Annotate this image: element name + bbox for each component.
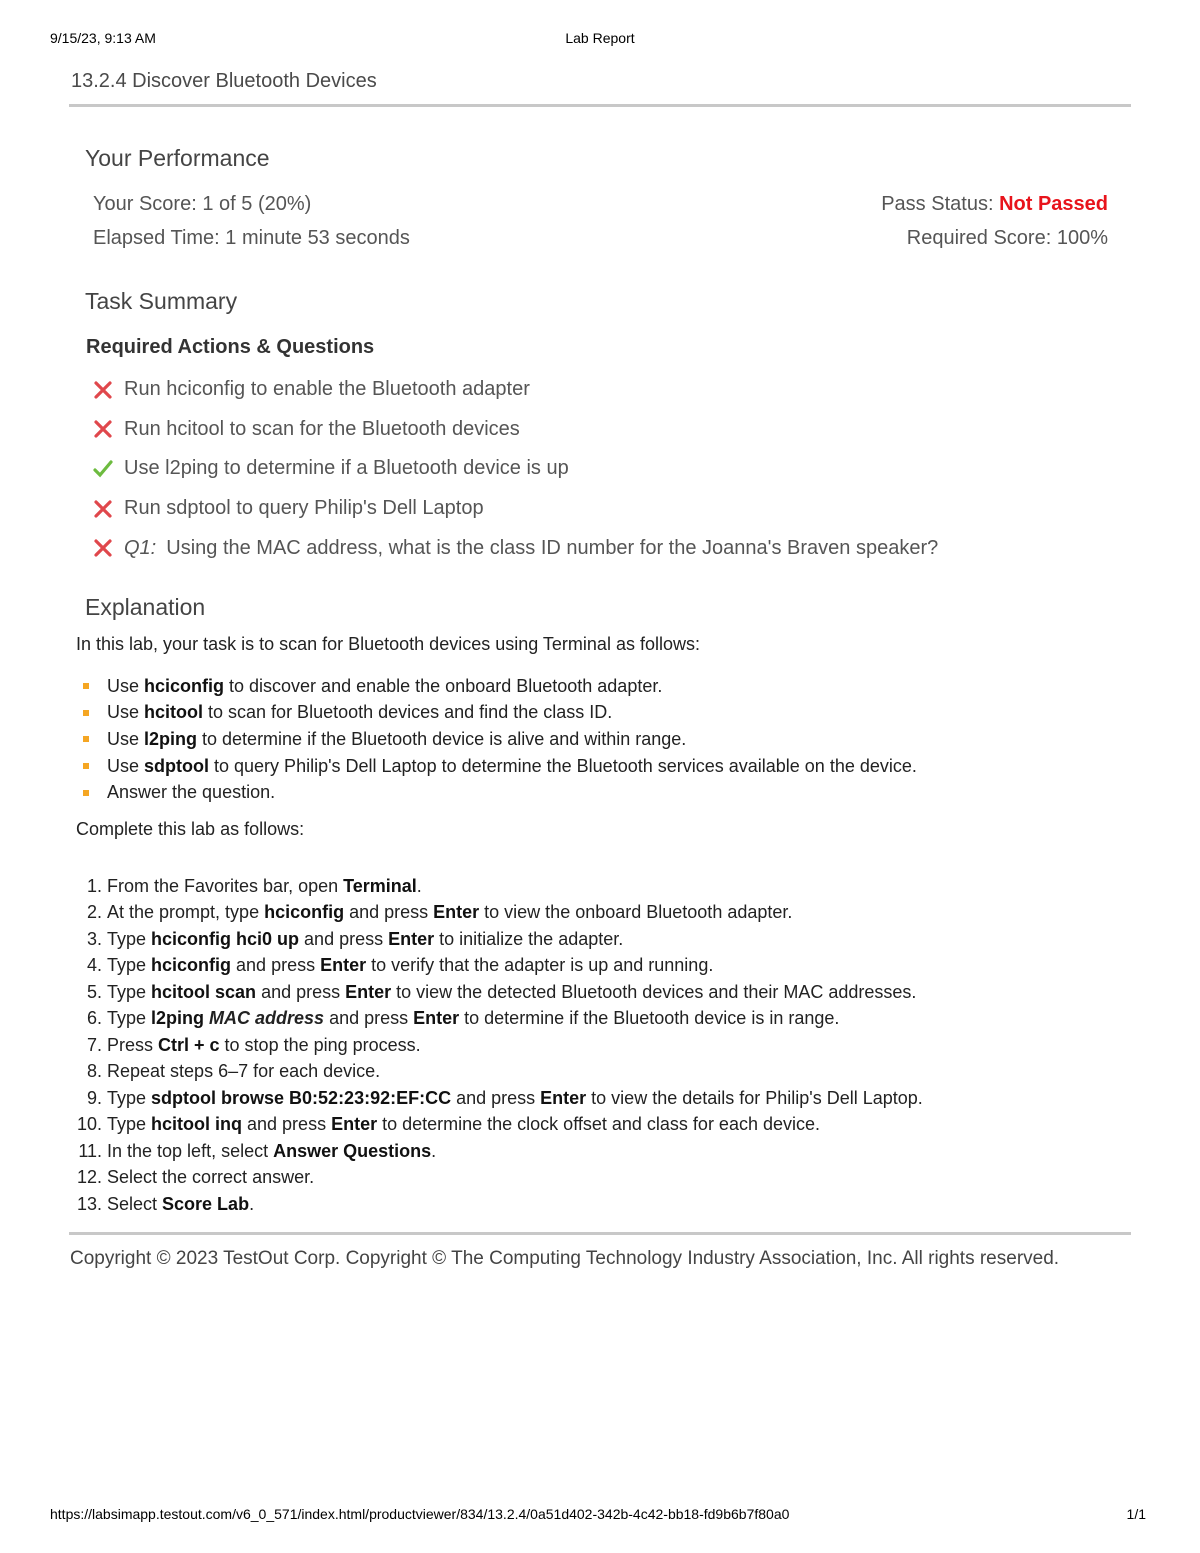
bullet-text bbox=[107, 702, 612, 723]
text: to verify that the adapter is up and running. bbox=[366, 955, 714, 976]
elapsed-label: Elapsed Time: bbox=[93, 227, 220, 249]
text: and press bbox=[256, 981, 346, 1002]
step-item bbox=[74, 1191, 923, 1218]
required-action-item bbox=[93, 410, 938, 450]
step-text bbox=[107, 1114, 820, 1135]
x-icon bbox=[93, 499, 113, 519]
command-text: hciconfig hci0 up bbox=[151, 928, 300, 949]
bullet-marker-icon bbox=[83, 736, 89, 742]
text: to query Philip's Dell Laptop to determine the Bluetooth services available on the device. bbox=[209, 755, 917, 776]
step-text bbox=[107, 1008, 839, 1029]
bullet-marker-icon bbox=[83, 683, 89, 689]
text: and press bbox=[324, 1008, 414, 1029]
required-action-text: Run sdptool to query Philip's Dell Laptop bbox=[124, 497, 484, 520]
command-text: hciconfig bbox=[151, 955, 232, 976]
command-text: Enter bbox=[345, 981, 392, 1002]
required-action-text: Run hcitool to scan for the Bluetooth devices bbox=[124, 417, 520, 440]
text: to view the onboard Bluetooth adapter. bbox=[479, 902, 793, 923]
step-item bbox=[74, 926, 923, 953]
elapsed-time bbox=[93, 227, 410, 250]
elapsed-value: 1 minute 53 seconds bbox=[225, 227, 410, 249]
text: . bbox=[431, 1140, 437, 1161]
text: to determine the clock offset and class for each device. bbox=[377, 1114, 821, 1135]
step-number: 11. bbox=[78, 1140, 107, 1161]
step-number: 4. bbox=[86, 955, 107, 976]
step-item bbox=[74, 979, 923, 1006]
x-icon bbox=[93, 538, 113, 558]
text: to view the details for Philip's Dell Laptop. bbox=[586, 1087, 923, 1108]
step-item bbox=[74, 1006, 923, 1033]
command-text: Enter bbox=[320, 955, 367, 976]
text: Select the correct answer. bbox=[107, 1167, 315, 1188]
text: to determine if the Bluetooth device is in range. bbox=[459, 1008, 840, 1029]
text: Select bbox=[107, 1193, 163, 1214]
text: Use bbox=[107, 675, 145, 696]
text: to initialize the adapter. bbox=[434, 928, 624, 949]
text: . bbox=[249, 1193, 255, 1214]
step-number: 2. bbox=[86, 902, 107, 923]
text: Answer the question. bbox=[107, 782, 276, 803]
command-text: Enter bbox=[388, 928, 435, 949]
required-action-item bbox=[93, 449, 938, 489]
required-label: Required Score: bbox=[906, 227, 1052, 249]
performance-heading: Your Performance bbox=[85, 145, 270, 171]
step-item bbox=[74, 1032, 923, 1059]
bullet-marker-icon bbox=[83, 710, 89, 716]
bullet-marker-icon bbox=[83, 790, 89, 796]
divider-top bbox=[69, 104, 1131, 107]
command-text: hcitool scan bbox=[151, 981, 257, 1002]
step-number: 1. bbox=[86, 875, 107, 896]
page-number: 1/1 bbox=[1126, 1506, 1146, 1522]
step-item bbox=[74, 1059, 923, 1086]
command-text: hcitool bbox=[144, 702, 204, 723]
step-item bbox=[74, 900, 923, 927]
steps-list bbox=[74, 873, 923, 1218]
step-number: 3. bbox=[86, 928, 107, 949]
bullet-text bbox=[107, 729, 686, 750]
text: to scan for Bluetooth devices and find the class ID. bbox=[203, 702, 613, 723]
pass-value: Not Passed bbox=[999, 193, 1108, 215]
complete-intro: Complete this lab as follows: bbox=[76, 819, 305, 839]
step-number: 8. bbox=[86, 1061, 107, 1082]
step-item bbox=[74, 1085, 923, 1112]
score bbox=[93, 193, 311, 216]
step-text bbox=[107, 982, 916, 1003]
explanation-heading: Explanation bbox=[85, 594, 206, 620]
command-text: hciconfig bbox=[144, 675, 225, 696]
step-number: 7. bbox=[86, 1034, 107, 1055]
text: Press bbox=[107, 1034, 159, 1055]
text: Type bbox=[107, 928, 152, 949]
required-actions-heading: Required Actions & Questions bbox=[86, 336, 375, 358]
text: Type bbox=[107, 981, 152, 1002]
text: Type bbox=[107, 955, 152, 976]
step-number: 6. bbox=[86, 1008, 107, 1029]
step-text bbox=[107, 902, 792, 923]
command-text: l2ping bbox=[144, 728, 198, 749]
command-text: Enter bbox=[413, 1008, 460, 1029]
text: From the Favorites bar, open bbox=[107, 875, 344, 896]
command-text: Terminal bbox=[343, 875, 417, 896]
text: and press bbox=[344, 902, 434, 923]
divider-bottom bbox=[69, 1232, 1131, 1235]
text: and press bbox=[242, 1114, 332, 1135]
print-date: 9/15/23, 9:13 AM bbox=[50, 30, 156, 46]
step-item bbox=[74, 1165, 923, 1192]
required-action-text: Run hciconfig to enable the Bluetooth adapter bbox=[124, 378, 530, 401]
command-text: Answer Questions bbox=[273, 1140, 432, 1161]
command-text: hciconfig bbox=[264, 902, 345, 923]
required-action-text: Use l2ping to determine if a Bluetooth device is up bbox=[124, 457, 569, 480]
explanation-intro: In this lab, your task is to scan for Bluetooth devices using Terminal as follows: bbox=[76, 634, 700, 654]
command-text: Enter bbox=[331, 1114, 378, 1135]
step-item bbox=[74, 953, 923, 980]
bullet-text bbox=[107, 782, 275, 803]
step-number: 12. bbox=[76, 1167, 107, 1188]
required-action-item bbox=[93, 528, 938, 568]
step-text bbox=[107, 929, 623, 950]
explanation-bullet bbox=[83, 779, 917, 806]
task-summary-heading: Task Summary bbox=[85, 288, 238, 314]
step-number: 13. bbox=[76, 1193, 107, 1214]
text: and press bbox=[451, 1087, 541, 1108]
command-text: Enter bbox=[540, 1087, 587, 1108]
bullet-text bbox=[107, 676, 662, 697]
step-text bbox=[107, 1194, 254, 1215]
command-text: Ctrl + c bbox=[158, 1034, 220, 1055]
check-icon bbox=[93, 459, 113, 479]
required-actions-list bbox=[93, 370, 938, 568]
text: Type bbox=[107, 1114, 152, 1135]
bullet-text bbox=[107, 756, 917, 777]
question-label: Q1: bbox=[124, 536, 157, 559]
command-text: sdptool bbox=[144, 755, 210, 776]
bullet-marker-icon bbox=[83, 763, 89, 769]
x-icon bbox=[93, 419, 113, 439]
required-score bbox=[907, 227, 1108, 250]
step-item bbox=[74, 1112, 923, 1139]
command-text: l2ping bbox=[151, 1008, 210, 1029]
step-item bbox=[74, 873, 923, 900]
explanation-bullets bbox=[83, 673, 917, 806]
explanation-bullet bbox=[83, 700, 917, 727]
step-text bbox=[107, 1088, 923, 1109]
step-text bbox=[107, 1061, 380, 1082]
print-title: Lab Report bbox=[565, 30, 635, 46]
print-header bbox=[50, 30, 1150, 50]
lab-title: 13.2.4 Discover Bluetooth Devices bbox=[71, 70, 377, 92]
step-text bbox=[107, 1035, 421, 1056]
text: At the prompt, type bbox=[107, 902, 265, 923]
page-url: https://labsimapp.testout.com/v6_0_571/index.html/productviewer/834/13.2.4/0a51d402-342b-4c42-bb18-fd9b6b7f80a0 bbox=[50, 1506, 790, 1522]
text: Type bbox=[107, 1008, 152, 1029]
explanation-bullet bbox=[83, 673, 917, 700]
required-action-item bbox=[93, 370, 938, 410]
step-number: 10. bbox=[76, 1114, 107, 1135]
text: to view the detected Bluetooth devices and their MAC addresses. bbox=[391, 981, 917, 1002]
placeholder-text: MAC address bbox=[209, 1008, 325, 1029]
copyright: Copyright © 2023 TestOut Corp. Copyright © The Computing Technology Industry Association, Inc. All rights reserved. bbox=[70, 1248, 1060, 1269]
text: Type bbox=[107, 1087, 152, 1108]
step-number: 9. bbox=[86, 1087, 107, 1108]
command-text: Enter bbox=[433, 902, 480, 923]
text: Use bbox=[107, 755, 145, 776]
command-text: hcitool inq bbox=[151, 1114, 243, 1135]
required-action-item bbox=[93, 489, 938, 529]
command-text: Score Lab bbox=[162, 1193, 250, 1214]
text: Use bbox=[107, 728, 145, 749]
step-number: 5. bbox=[86, 981, 107, 1002]
text: Repeat steps 6–7 for each device. bbox=[107, 1061, 381, 1082]
text: and press bbox=[299, 928, 389, 949]
text: . bbox=[416, 875, 422, 896]
pass-status bbox=[881, 193, 1108, 216]
command-text: sdptool browse B0:52:23:92:EF:CC bbox=[151, 1087, 452, 1108]
text: In the top left, select bbox=[107, 1140, 274, 1161]
text: and press bbox=[231, 955, 321, 976]
step-text bbox=[107, 1167, 314, 1188]
score-value: 1 of 5 (20%) bbox=[202, 193, 312, 215]
pass-label: Pass Status: bbox=[881, 193, 994, 215]
text: to stop the ping process. bbox=[219, 1034, 421, 1055]
explanation-bullet bbox=[83, 753, 917, 780]
explanation-bullet bbox=[83, 726, 917, 753]
x-icon bbox=[93, 380, 113, 400]
step-text bbox=[107, 955, 713, 976]
text: Use bbox=[107, 702, 145, 723]
required-action-text: Using the MAC address, what is the class ID number for the Joanna's Braven speaker? bbox=[166, 536, 939, 559]
step-text bbox=[107, 876, 422, 897]
text: to determine if the Bluetooth device is alive and within range. bbox=[197, 728, 687, 749]
score-label: Your Score: bbox=[93, 193, 197, 215]
required-value: 100% bbox=[1056, 227, 1108, 249]
step-text bbox=[107, 1141, 436, 1162]
text: to discover and enable the onboard Bluetooth adapter. bbox=[224, 675, 663, 696]
step-item bbox=[74, 1138, 923, 1165]
